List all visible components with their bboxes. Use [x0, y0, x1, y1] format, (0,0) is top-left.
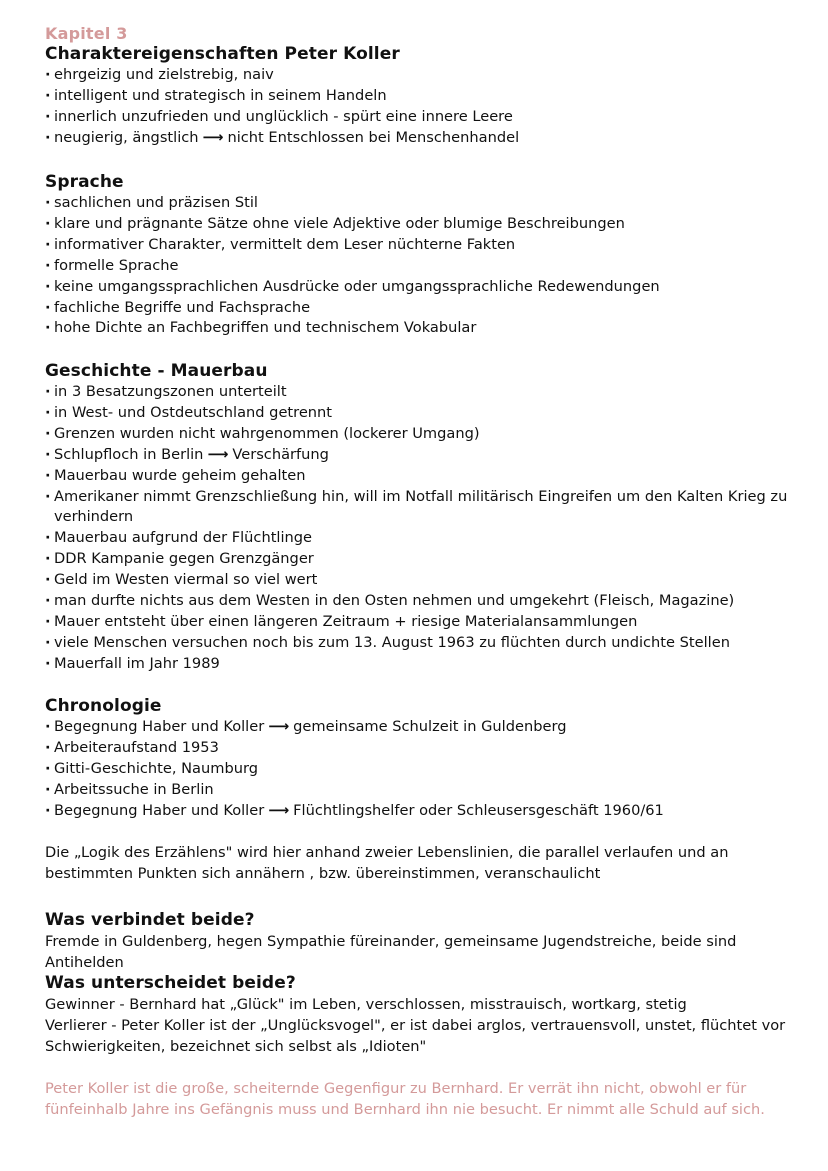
list-item — [45, 445, 788, 466]
list-item — [45, 193, 788, 214]
list-item — [45, 654, 788, 675]
list-item — [45, 487, 788, 529]
section-chronologie — [45, 696, 788, 884]
item-text: informativer Charakter, vermittelt dem Leser nüchterne Fakten — [54, 235, 516, 253]
unterscheidet-line-gewinner: Gewinner - Bernhard hat „Glück" im Leben, verschlossen, misstrauisch, wortkarg, stetig — [45, 996, 687, 1013]
item-text: Geld im Westen viermal so viel wert — [54, 571, 318, 589]
heading-verbindet: Was verbindet beide? — [45, 910, 255, 930]
list-item — [45, 277, 788, 298]
list-item — [45, 107, 788, 128]
item-text: ehrgeizig und zielstrebig, naiv — [54, 66, 274, 83]
list-item — [45, 318, 788, 339]
item-text: Mauer entsteht über einen längeren Zeitraum + riesige Materialansammlungen — [54, 612, 638, 630]
list-item — [45, 570, 788, 591]
item-text: Gitti-Geschichte, Naumburg — [54, 759, 258, 777]
list-charaktereigenschaften — [45, 65, 788, 149]
section-geschichte — [45, 361, 788, 675]
chapter-block — [45, 24, 788, 149]
heading-sprache: Sprache — [45, 172, 124, 192]
item-text: Grenzen wurden nicht wahrgenommen (lockerer Umgang) — [54, 424, 480, 442]
item-text: Arbeitssuche in Berlin — [54, 780, 214, 798]
item-text: DDR Kampanie gegen Grenzgänger — [54, 550, 314, 568]
list-item — [45, 633, 788, 654]
item-text: sachlichen und präzisen Stil — [54, 194, 258, 211]
list-item — [45, 86, 788, 107]
item-text-after: Flüchtlingshelfer oder Schleusersgeschäft 1960/61 — [293, 801, 664, 819]
list-item — [45, 466, 788, 487]
section-sprache — [45, 172, 788, 339]
list-item — [45, 801, 788, 822]
item-text: Arbeiteraufstand 1953 — [54, 738, 219, 756]
list-item — [45, 738, 788, 759]
list-item — [45, 780, 788, 801]
list-item — [45, 298, 788, 319]
item-text: intelligent und strategisch in seinem Handeln — [54, 86, 387, 104]
arrow-icon: ⟶ — [207, 445, 229, 463]
closing-block — [45, 1078, 788, 1120]
list-item — [45, 382, 788, 403]
list-item — [45, 214, 788, 235]
item-text-after: gemeinsame Schulzeit in Guldenberg — [293, 718, 567, 735]
chapter-label: Kapitel 3 — [45, 24, 128, 43]
item-text: Begegnung Haber und Koller — [54, 801, 265, 819]
item-text: in West- und Ostdeutschland getrennt — [54, 403, 333, 421]
item-text: klare und prägnante Sätze ohne viele Adjektive oder blumige Beschreibungen — [54, 214, 625, 232]
heading-chronologie: Chronologie — [45, 696, 162, 716]
item-text-after: Verschärfung — [232, 445, 329, 463]
item-text: keine umgangssprachlichen Ausdrücke oder umgangssprachliche Redewendungen — [54, 277, 660, 295]
list-item — [45, 424, 788, 445]
item-text: in 3 Besatzungszonen unterteilt — [54, 383, 287, 400]
unterscheidet-line-verlierer: Verlierer - Peter Koller ist der „Unglücksvogel", er ist dabei arglos, vertrauensvoll, unstet, flüchtet vor Schwierigkeiten, bezeichnet sich selbst als „Idioten" — [45, 1017, 786, 1055]
list-item — [45, 256, 788, 277]
heading-unterscheidet: Was unterscheidet beide? — [45, 973, 296, 993]
section-verbindet — [45, 910, 788, 1057]
verbindet-text: Fremde in Guldenberg, hegen Sympathie füreinander, gemeinsame Jugendstreiche, beide sind Antihelden — [45, 933, 737, 971]
list-item — [45, 128, 788, 149]
item-text-after: nicht Entschlossen bei Menschenhandel — [227, 128, 520, 146]
item-text: neugierig, ängstlich — [54, 128, 199, 146]
item-text: innerlich unzufrieden und unglücklich - spürt eine innere Leere — [54, 107, 513, 125]
item-text: Amerikaner nimmt Grenzschließung hin, will im Notfall militärisch Eingreifen um den Kalten Krieg zu verhindern — [54, 487, 788, 526]
list-item — [45, 403, 788, 424]
list-item — [45, 549, 788, 570]
list-item — [45, 717, 788, 738]
list-geschichte — [45, 382, 788, 675]
list-item — [45, 528, 788, 549]
item-text: Begegnung Haber und Koller — [54, 718, 265, 735]
closing-paragraph: Peter Koller ist die große, scheiternde Gegenfigur zu Bernhard. Er verrät ihn nicht, obwohl er für fünfeinhalb Jahre ins Gefängnis muss und Bernhard ihn nie besucht. Er nimmt alle Schuld auf sich. — [45, 1080, 765, 1118]
item-text: Mauerbau wurde geheim gehalten — [54, 466, 306, 484]
list-item — [45, 65, 788, 86]
list-item — [45, 235, 788, 256]
list-item — [45, 591, 788, 612]
list-sprache — [45, 193, 788, 339]
heading-charaktereigenschaften: Charaktereigenschaften Peter Koller — [45, 44, 400, 64]
arrow-icon: ⟶ — [268, 718, 290, 735]
item-text: Schlupfloch in Berlin — [54, 445, 204, 463]
item-text: Mauerfall im Jahr 1989 — [54, 654, 220, 672]
item-text: hohe Dichte an Fachbegriffen und technischem Vokabular — [54, 319, 477, 337]
arrow-icon: ⟶ — [268, 801, 290, 819]
item-text: formelle Sprache — [54, 256, 179, 274]
list-item — [45, 759, 788, 780]
item-text: man durfte nichts aus dem Westen in den Osten nehmen und umgekehrt (Fleisch, Magazine) — [54, 592, 735, 610]
list-item — [45, 612, 788, 633]
heading-geschichte: Geschichte - Mauerbau — [45, 361, 268, 381]
arrow-icon: ⟶ — [202, 128, 224, 146]
chronologie-paragraph: Die „Logik des Erzählens" wird hier anhand zweier Lebenslinien, die parallel verlaufen und an bestimmten Punkten sich annähern , bzw. übereinstimmen, veranschaulicht — [45, 843, 729, 882]
item-text: fachliche Begriffe und Fachsprache — [54, 298, 311, 316]
list-chronologie — [45, 717, 788, 822]
item-text: viele Menschen versuchen noch bis zum 13. August 1963 zu flüchten durch undichte Stellen — [54, 633, 730, 651]
item-text: Mauerbau aufgrund der Flüchtlinge — [54, 529, 313, 547]
